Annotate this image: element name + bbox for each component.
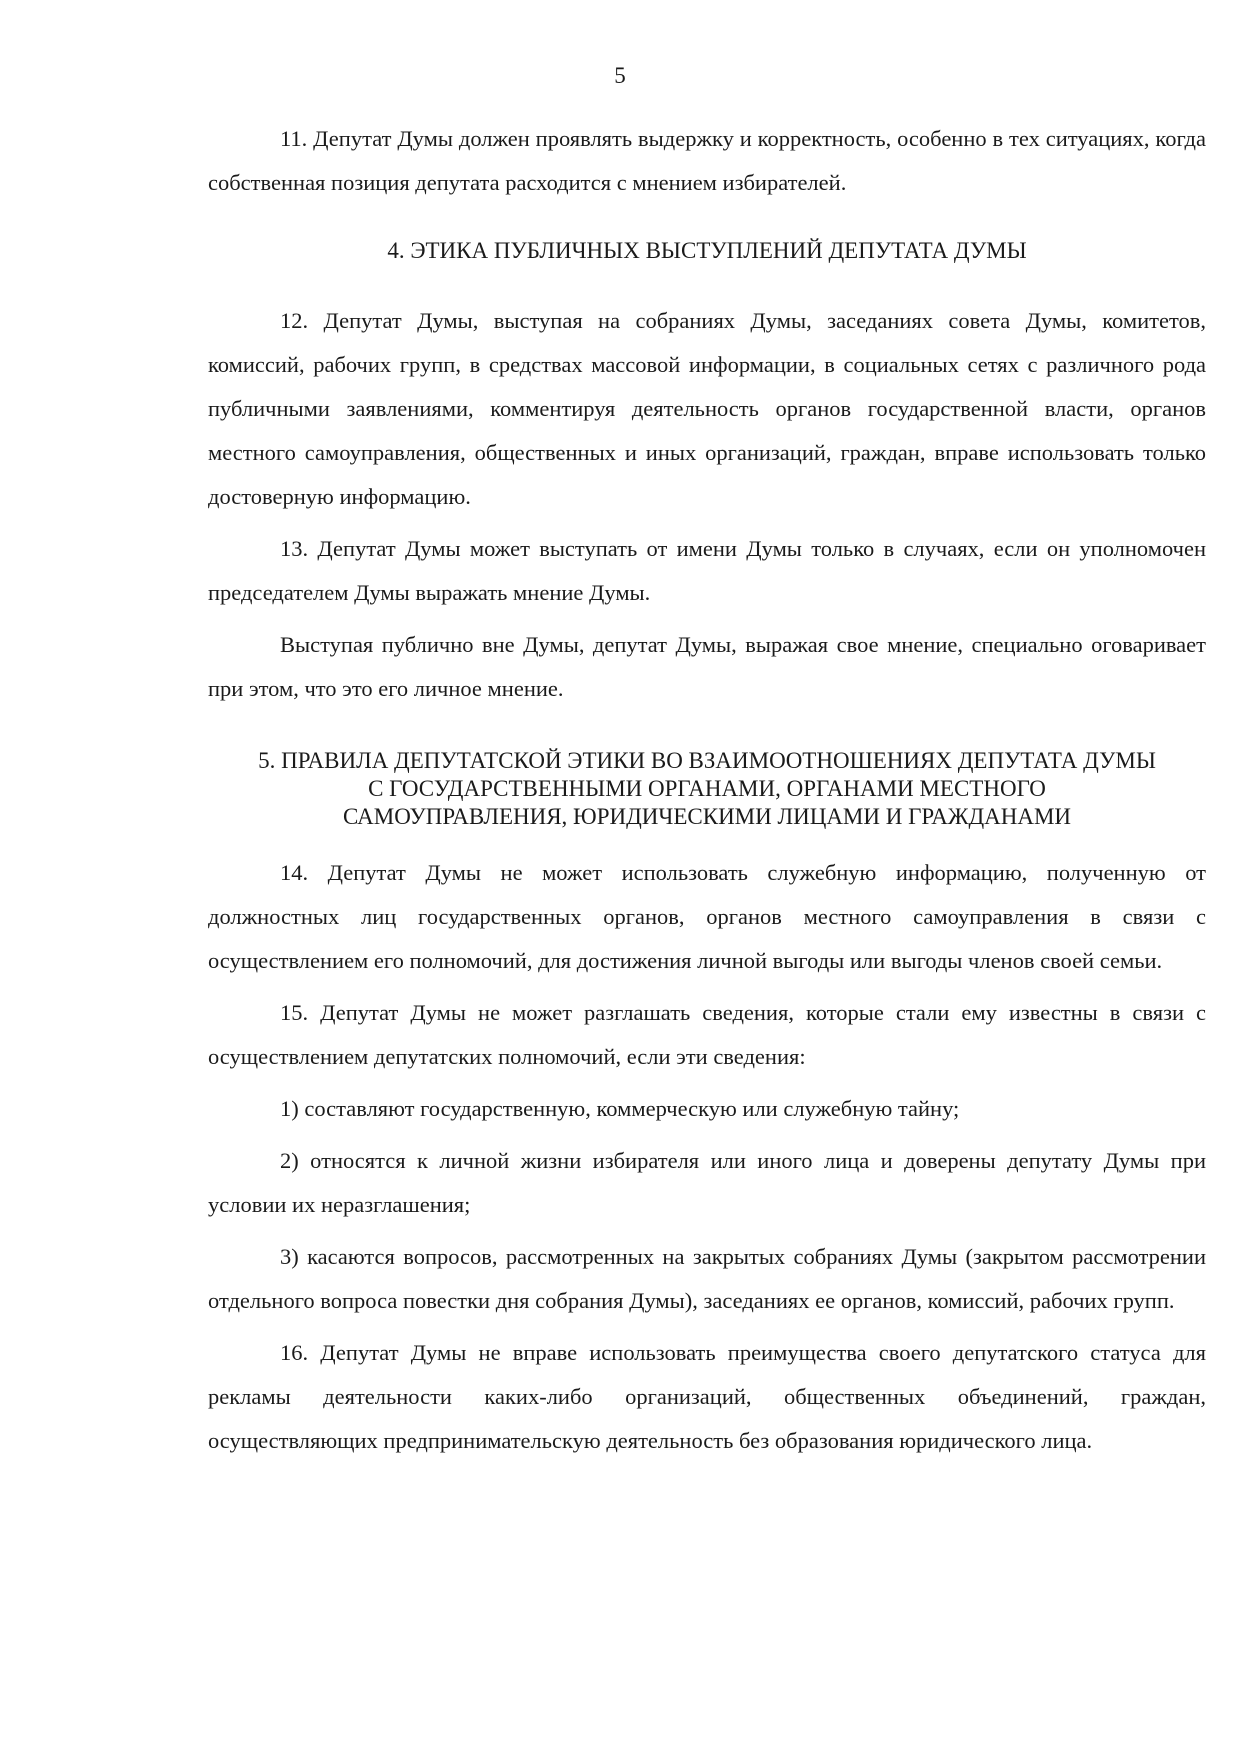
section-4-heading: 4. ЭТИКА ПУБЛИЧНЫХ ВЫСТУПЛЕНИЙ ДЕПУТАТА ДУМЫ: [387, 238, 1027, 263]
paragraph-11: 11. Депутат Думы должен проявлять выдержку и корректность, особенно в тех ситуациях, когда собственная позиция депутата расходится с мнением избирателей.: [208, 126, 1206, 195]
list-item-15-3: 3) касаются вопросов, рассмотренных на закрытых собраниях Думы (закрытом рассмотрении отдельного вопроса повестки дня собрания Думы), заседаниях ее органов, комиссий, рабочих групп.: [208, 1244, 1206, 1313]
paragraph-16: 16. Депутат Думы не вправе использовать преимущества своего депутатского статуса для рекламы деятельности каких-либо организаций, общественных объединений, граждан, осуществляющих предпринимательскую деятельность без образования юридического лица.: [208, 1340, 1206, 1453]
page-content: [208, 117, 1206, 1471]
section-5-heading-line: С ГОСУДАРСТВЕННЫМИ ОРГАНАМИ, ОРГАНАМИ МЕСТНОГО: [368, 776, 1046, 801]
paragraph-13-continuation: Выступая публично вне Думы, депутат Думы, выражая свое мнение, специально оговаривает при этом, что это его личное мнение.: [208, 632, 1206, 701]
section-5-heading-line: 5. ПРАВИЛА ДЕПУТАТСКОЙ ЭТИКИ ВО ВЗАИМООТНОШЕНИЯХ ДЕПУТАТА ДУМЫ: [258, 748, 1156, 773]
paragraph-14: 14. Депутат Думы не может использовать служебную информацию, полученную от должностных лиц государственных органов, органов местного самоуправления в связи с осуществлением его полномочий, для достижения личной выгоды или выгоды членов своей семьи.: [208, 860, 1206, 973]
page-number: 5: [614, 63, 626, 88]
section-5-heading-line: САМОУПРАВЛЕНИЯ, ЮРИДИЧЕСКИМИ ЛИЦАМИ И ГРАЖДАНАМИ: [342, 804, 1072, 829]
paragraph-15: 15. Депутат Думы не может разглашать сведения, которые стали ему известны в связи с осуществлением депутатских полномочий, если эти сведения:: [208, 1000, 1206, 1069]
list-item-15-1: 1) составляют государственную, коммерческую или служебную тайну;: [280, 1096, 960, 1121]
section-5-heading: [208, 747, 1206, 831]
list-item-15-2: 2) относятся к личной жизни избирателя или иного лица и доверены депутату Думы при условии их неразглашения;: [208, 1148, 1206, 1217]
paragraph-13: 13. Депутат Думы может выступать от имени Думы только в случаях, если он уполномочен председателем Думы выражать мнение Думы.: [208, 536, 1206, 605]
paragraph-12: 12. Депутат Думы, выступая на собраниях Думы, заседаниях совета Думы, комитетов, комиссий, рабочих групп, в средствах массовой информации, в социальных сетях с различного рода публичными заявлениями, комментируя деятельность органов государственной власти, органов местного самоуправления, общественных и иных организаций, граждан, вправе использовать только достоверную информацию.: [208, 308, 1206, 509]
